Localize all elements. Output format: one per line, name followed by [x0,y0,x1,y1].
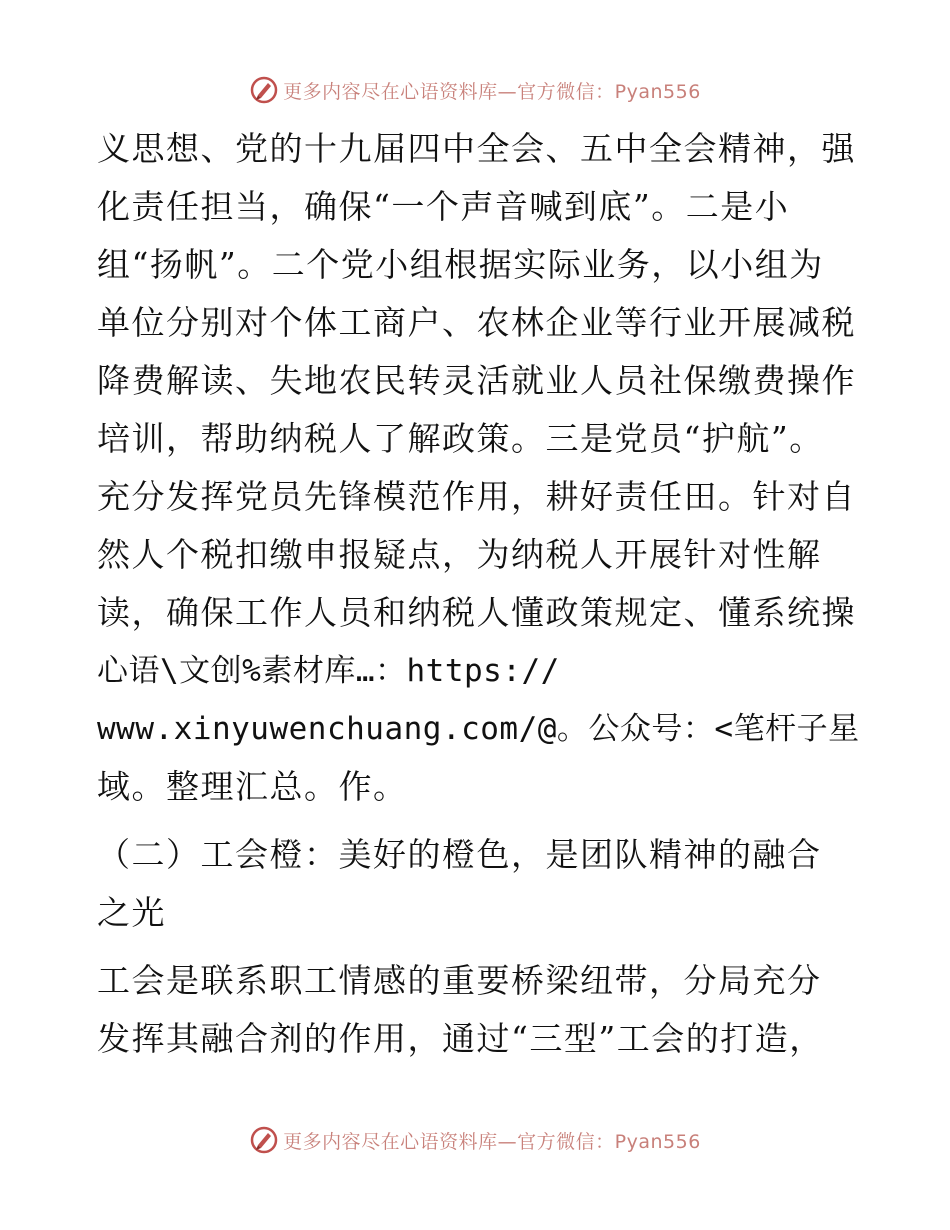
footer-banner [0,1120,950,1160]
text-line: 心语\文创%素材库…：https:// [97,653,560,689]
text-line: 发挥其融合剂的作用，通过“三型”工会的打造， [97,1019,824,1058]
heading-line: （二）工会橙：美好的橙色，是团队精神的融合 [97,835,822,874]
pen-logo-icon [249,1125,279,1155]
document-body [97,120,860,1068]
text-line: 工会是联系职工情感的重要桥梁纽带，分局充分 [97,961,822,1000]
text-line: 组“扬帆”。二个党小组根据实际业务，以小组为 [97,245,824,284]
text-line: 域。整理汇总。作。 [97,767,408,806]
footer-banner-text: 更多内容尽在心语资料库—官方微信：Pyan556 [283,1130,701,1153]
paragraph-1 [97,120,860,816]
section-heading [97,826,857,942]
text-line: www.xinyuwenchuang.com/@。公众号：<笔杆子星 [97,711,860,747]
text-line: 化责任担当，确保“一个声音喊到底”。二是小 [97,187,790,226]
text-line: 读，确保工作人员和纳税人懂政策规定、懂系统操 [97,593,856,632]
paragraph-2 [97,952,857,1068]
text-line: 充分发挥党员先锋模范作用，耕好责任田。针对自 [97,477,856,516]
pen-logo-icon [249,75,279,105]
text-line: 义思想、党的十九届四中全会、五中全会精神，强 [97,129,856,168]
header-banner [0,70,950,110]
text-line: 降费解读、失地农民转灵活就业人员社保缴费操作 [97,361,856,400]
text-line: 单位分别对个体工商户、农林企业等行业开展减税 [97,303,856,342]
header-banner-text: 更多内容尽在心语资料库—官方微信：Pyan556 [283,80,701,103]
heading-line: 之光 [97,893,166,932]
text-line: 培训，帮助纳税人了解政策。三是党员“护航”。 [97,419,824,458]
text-line: 然人个税扣缴申报疑点，为纳税人开展针对性解 [97,535,822,574]
